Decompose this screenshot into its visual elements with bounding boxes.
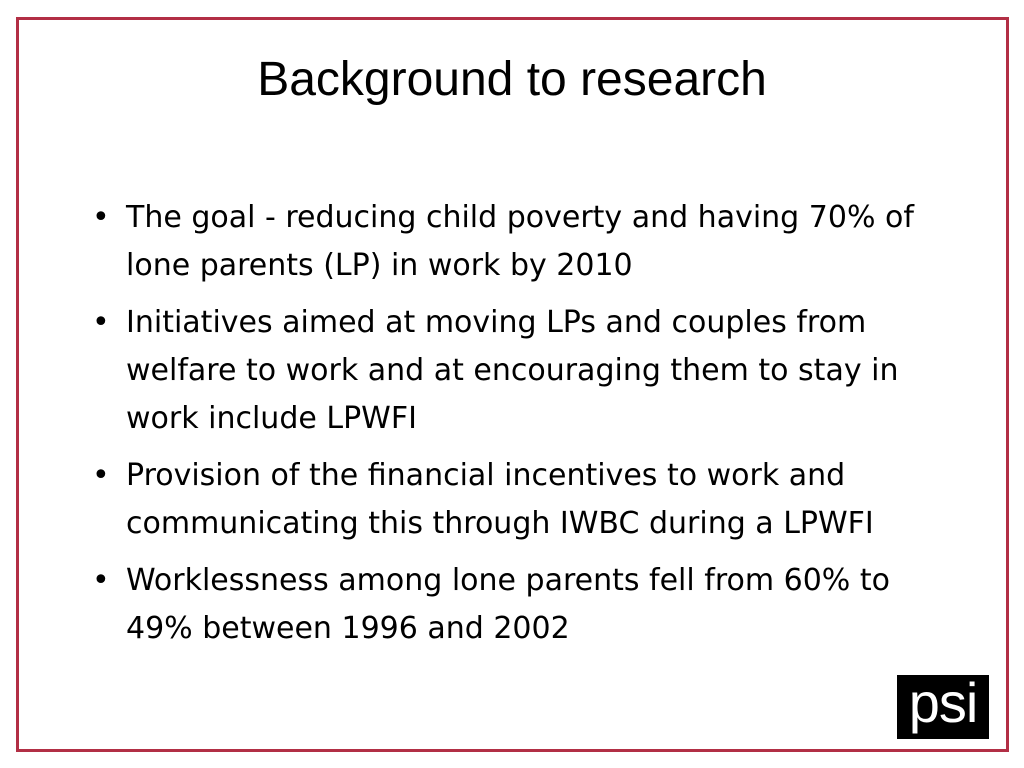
- bullet-text: Provision of the financial incentives to work and communicating this through IWBC during a LPWFI: [126, 458, 874, 541]
- bullet-dot-icon: •: [92, 200, 110, 235]
- bullet-item: [92, 194, 952, 290]
- bullet-list: [92, 194, 952, 662]
- bullet-dot-icon: •: [92, 305, 110, 340]
- slide-title: Background to research: [257, 53, 767, 106]
- bullet-dot-icon: •: [92, 563, 110, 598]
- bullet-dot-icon: •: [92, 458, 110, 493]
- psi-logo: psi: [897, 675, 989, 739]
- bullet-item: [92, 452, 952, 548]
- bullet-item: [92, 299, 952, 443]
- bullet-item: [92, 557, 952, 653]
- bullet-text: Initiatives aimed at moving LPs and couples from welfare to work and at encouraging them to stay in work include LPWFI: [126, 305, 899, 436]
- bullet-text: Worklessness among lone parents fell from 60% to 49% between 1996 and 2002: [126, 563, 890, 646]
- bullet-text: The goal - reducing child poverty and having 70% of lone parents (LP) in work by 2010: [126, 200, 914, 283]
